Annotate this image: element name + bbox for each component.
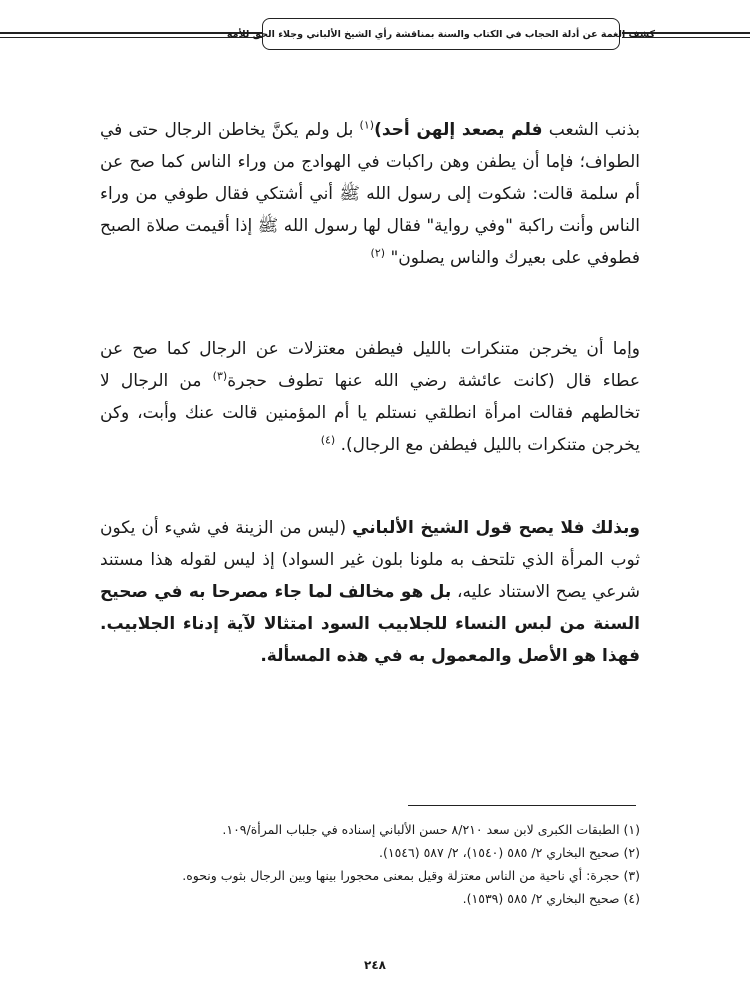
footnote-4: (٤) صحيح البخاري ٢/ ٥٨٥ (١٥٣٩). [462, 891, 640, 906]
p3-bold-1: وبذلك فلا يصح قول الشيخ الألباني [352, 518, 640, 538]
footnote-ref-4[interactable]: (٤) [320, 433, 336, 447]
p3-text-1: (ليس من الزينة في شيء أن يكون ثوب المرأة الذي تلتحف به ملونا بلون غير السواد) إذ ليس لقوله هذا مستند شرعي يصح الاستناد عليه، [100, 518, 640, 602]
p1-text-2: بل ولم يكنَّ يخاطن الرجال حتى في الطواف؛ فإما أن يطفن وهن راكبات في الهوادج من وراء الناس كما صح عن أم سلمة قالت: شكوت إلى رسول الله ﷺ أني أشتكي فقال طوفي من وراء الناس وأنت راكبة "وفي رواية" فقال لها رسول الله ﷺ إذا أقيمت صلاة الصبح فطوفي على بعيرك والناس يصلون" [100, 120, 640, 268]
header-rule-left [0, 32, 262, 34]
p1-bold-1: فلم يصعد إلهن أحد) [374, 120, 543, 140]
footnote-separator [408, 805, 636, 806]
page-number: ٢٤٨ [364, 958, 386, 972]
running-header [226, 18, 656, 50]
footnotes [100, 818, 640, 910]
paragraph-3 [100, 512, 640, 672]
footnote-2: (٢) صحيح البخاري ٢/ ٥٨٥ (١٥٤٠)، ٢/ ٥٨٧ (١٥٤٦). [379, 845, 640, 860]
footnote-ref-1[interactable]: (١) [359, 118, 375, 132]
paragraph-1 [100, 114, 640, 274]
header-rule-left-thin [0, 37, 262, 38]
footnote-ref-2[interactable]: (٢) [370, 246, 386, 260]
p1-text-1: بذنب الشعب [542, 120, 641, 140]
p3-bold-2: بل هو مخالف لما جاء مصرحا به في صحيح السنة من لبس النساء للجلابيب السود امتثالا لآية إدناء الجلابيب. فهذا هو الأصل والمعمول به في هذه المسألة. [100, 582, 640, 666]
p2-text-1: وإما أن يخرجن متنكرات بالليل فيطفن معتزلات عن الرجال كما صح عن عطاء قال (كانت عائشة رضي الله عنها تطوف حجرة [100, 339, 640, 391]
footnote-ref-3[interactable]: (٣) [212, 369, 228, 383]
paragraph-2 [100, 333, 640, 461]
footnote-3: (٣) حجرة: أي ناحية من الناس معتزلة وقيل بمعنى محجورا بينها وبين الرجال بثوب ونحوه. [182, 868, 640, 883]
footnote-1: (١) الطبقات الكبرى لابن سعد ٨/٢١٠ حسن الألباني إسناده في جلباب المرأة/١٠٩. [222, 822, 640, 837]
running-header-title: كشف الغمة عن أدلة الحجاب في الكتاب والسنة بمناقشة رأي الشيخ الألباني وجلاء الحق للأمة [226, 28, 656, 40]
p2-text-2: من الرجال لا تخالطهم فقالت امرأة انطلقي نستلم يا أم المؤمنين قالت عنك وأبت، وكن يخرجن متنكرات بالليل فيطفن مع الرجال). [100, 371, 640, 455]
